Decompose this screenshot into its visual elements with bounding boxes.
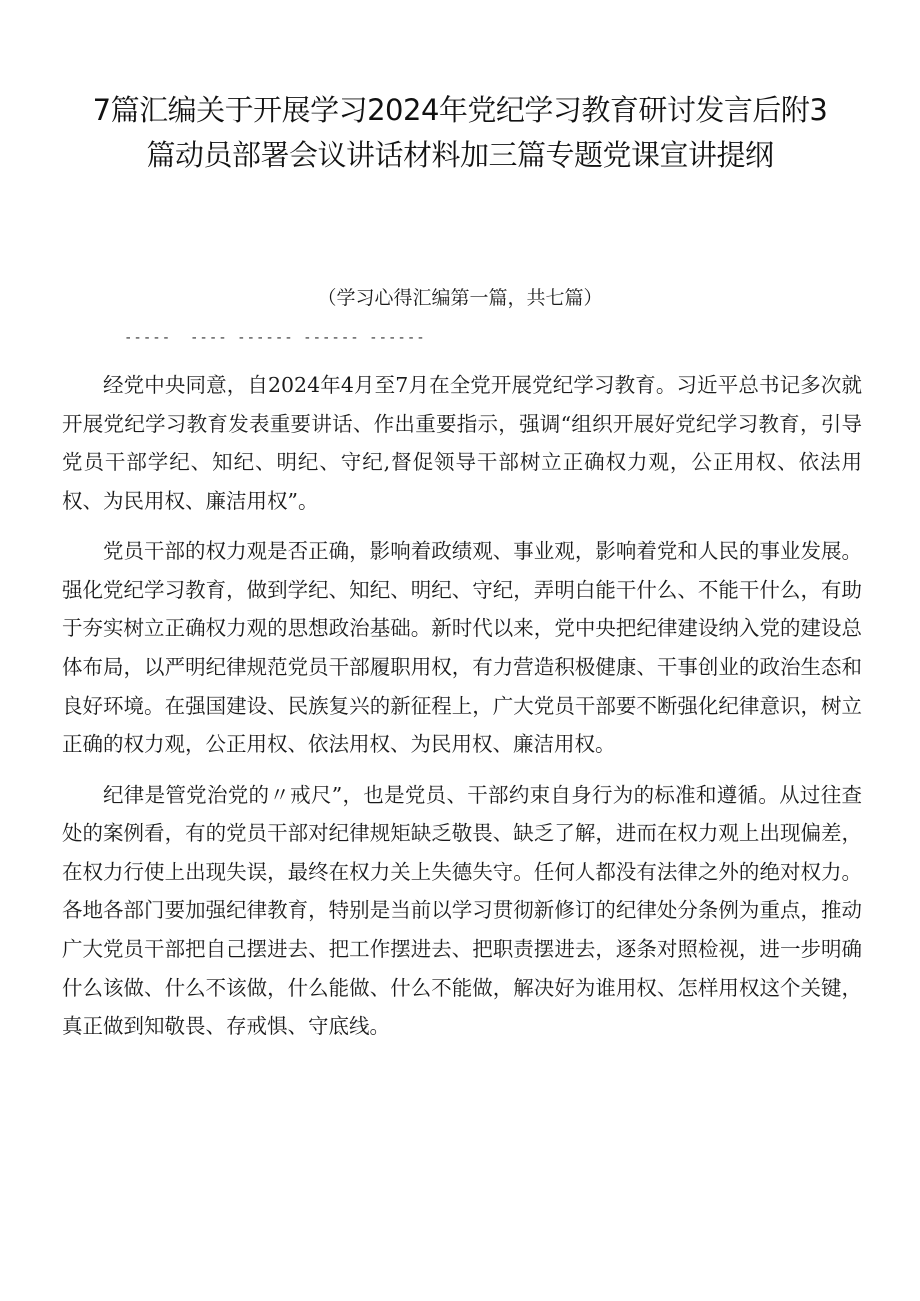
document-subtitle: （学习心得汇编第一篇，共七篇） xyxy=(317,287,603,309)
section-divider: ----- ---- ------ ------ ------ xyxy=(124,330,426,346)
paragraph-2: 党员干部的权力观是否正确，影响着政绩观、事业观，影响着党和人民的事业发展。强化党纪学习教育，做到学纪、知纪、明纪、守纪，弄明白能干什么、不能干什么，有助于夯实树立正确权力观的思想政治基础。新时代以来，党中央把纪律建设纳入党的建设总体布局，以严明纪律规范党员干部履职用权，有力营造积极健康、干事创业的政治生态和良好环境。在强国建设、民族复兴的新征程上，广大党员干部要不断强化纪律意识，树立正确的权力观，公正用权、依法用权、为民用权、廉洁用权。 xyxy=(62,539,862,757)
paragraph-3: 纪律是管党治党的〃戒尺”，也是党员、干部约束自身行为的标准和遵循。从过往查处的案例看，有的党员干部对纪律规矩缺乏敬畏、缺乏了解，进而在权力观上出现偏差，在权力行使上出现失误，最终在权力关上失德失守。任何人都没有法律之外的绝对权力。各地各部门要加强纪律教育，特别是当前以学习贯彻新修订的纪律处分条例为重点，推动广大党员干部把自己摆进去、把工作摆进去、把职责摆进去，逐条对照检视，进一步明确什么该做、什么不该做，什么能做、什么不能做，解决好为谁用权、怎样用权这个关键，真正做到知敬畏、存戒惧、守底线。 xyxy=(62,782,862,1039)
paragraph-1: 经党中央同意，自2024年4月至7月在全党开展党纪学习教育。习近平总书记多次就开展党纪学习教育发表重要讲话、作出重要指示，强调“组织开展好党纪学习教育，引导党员干部学纪、知纪、明纪、守纪,督促领导干部树立正确权力观，公正用权、依法用权、为民用权、廉洁用权”。 xyxy=(62,373,862,513)
document-title: 7篇汇编关于开展学习2024年党纪学习教育研讨发言后附3篇动员部署会议讲话材料加三篇专题党课宣讲提纲 xyxy=(92,93,828,172)
document-body xyxy=(62,366,862,1057)
